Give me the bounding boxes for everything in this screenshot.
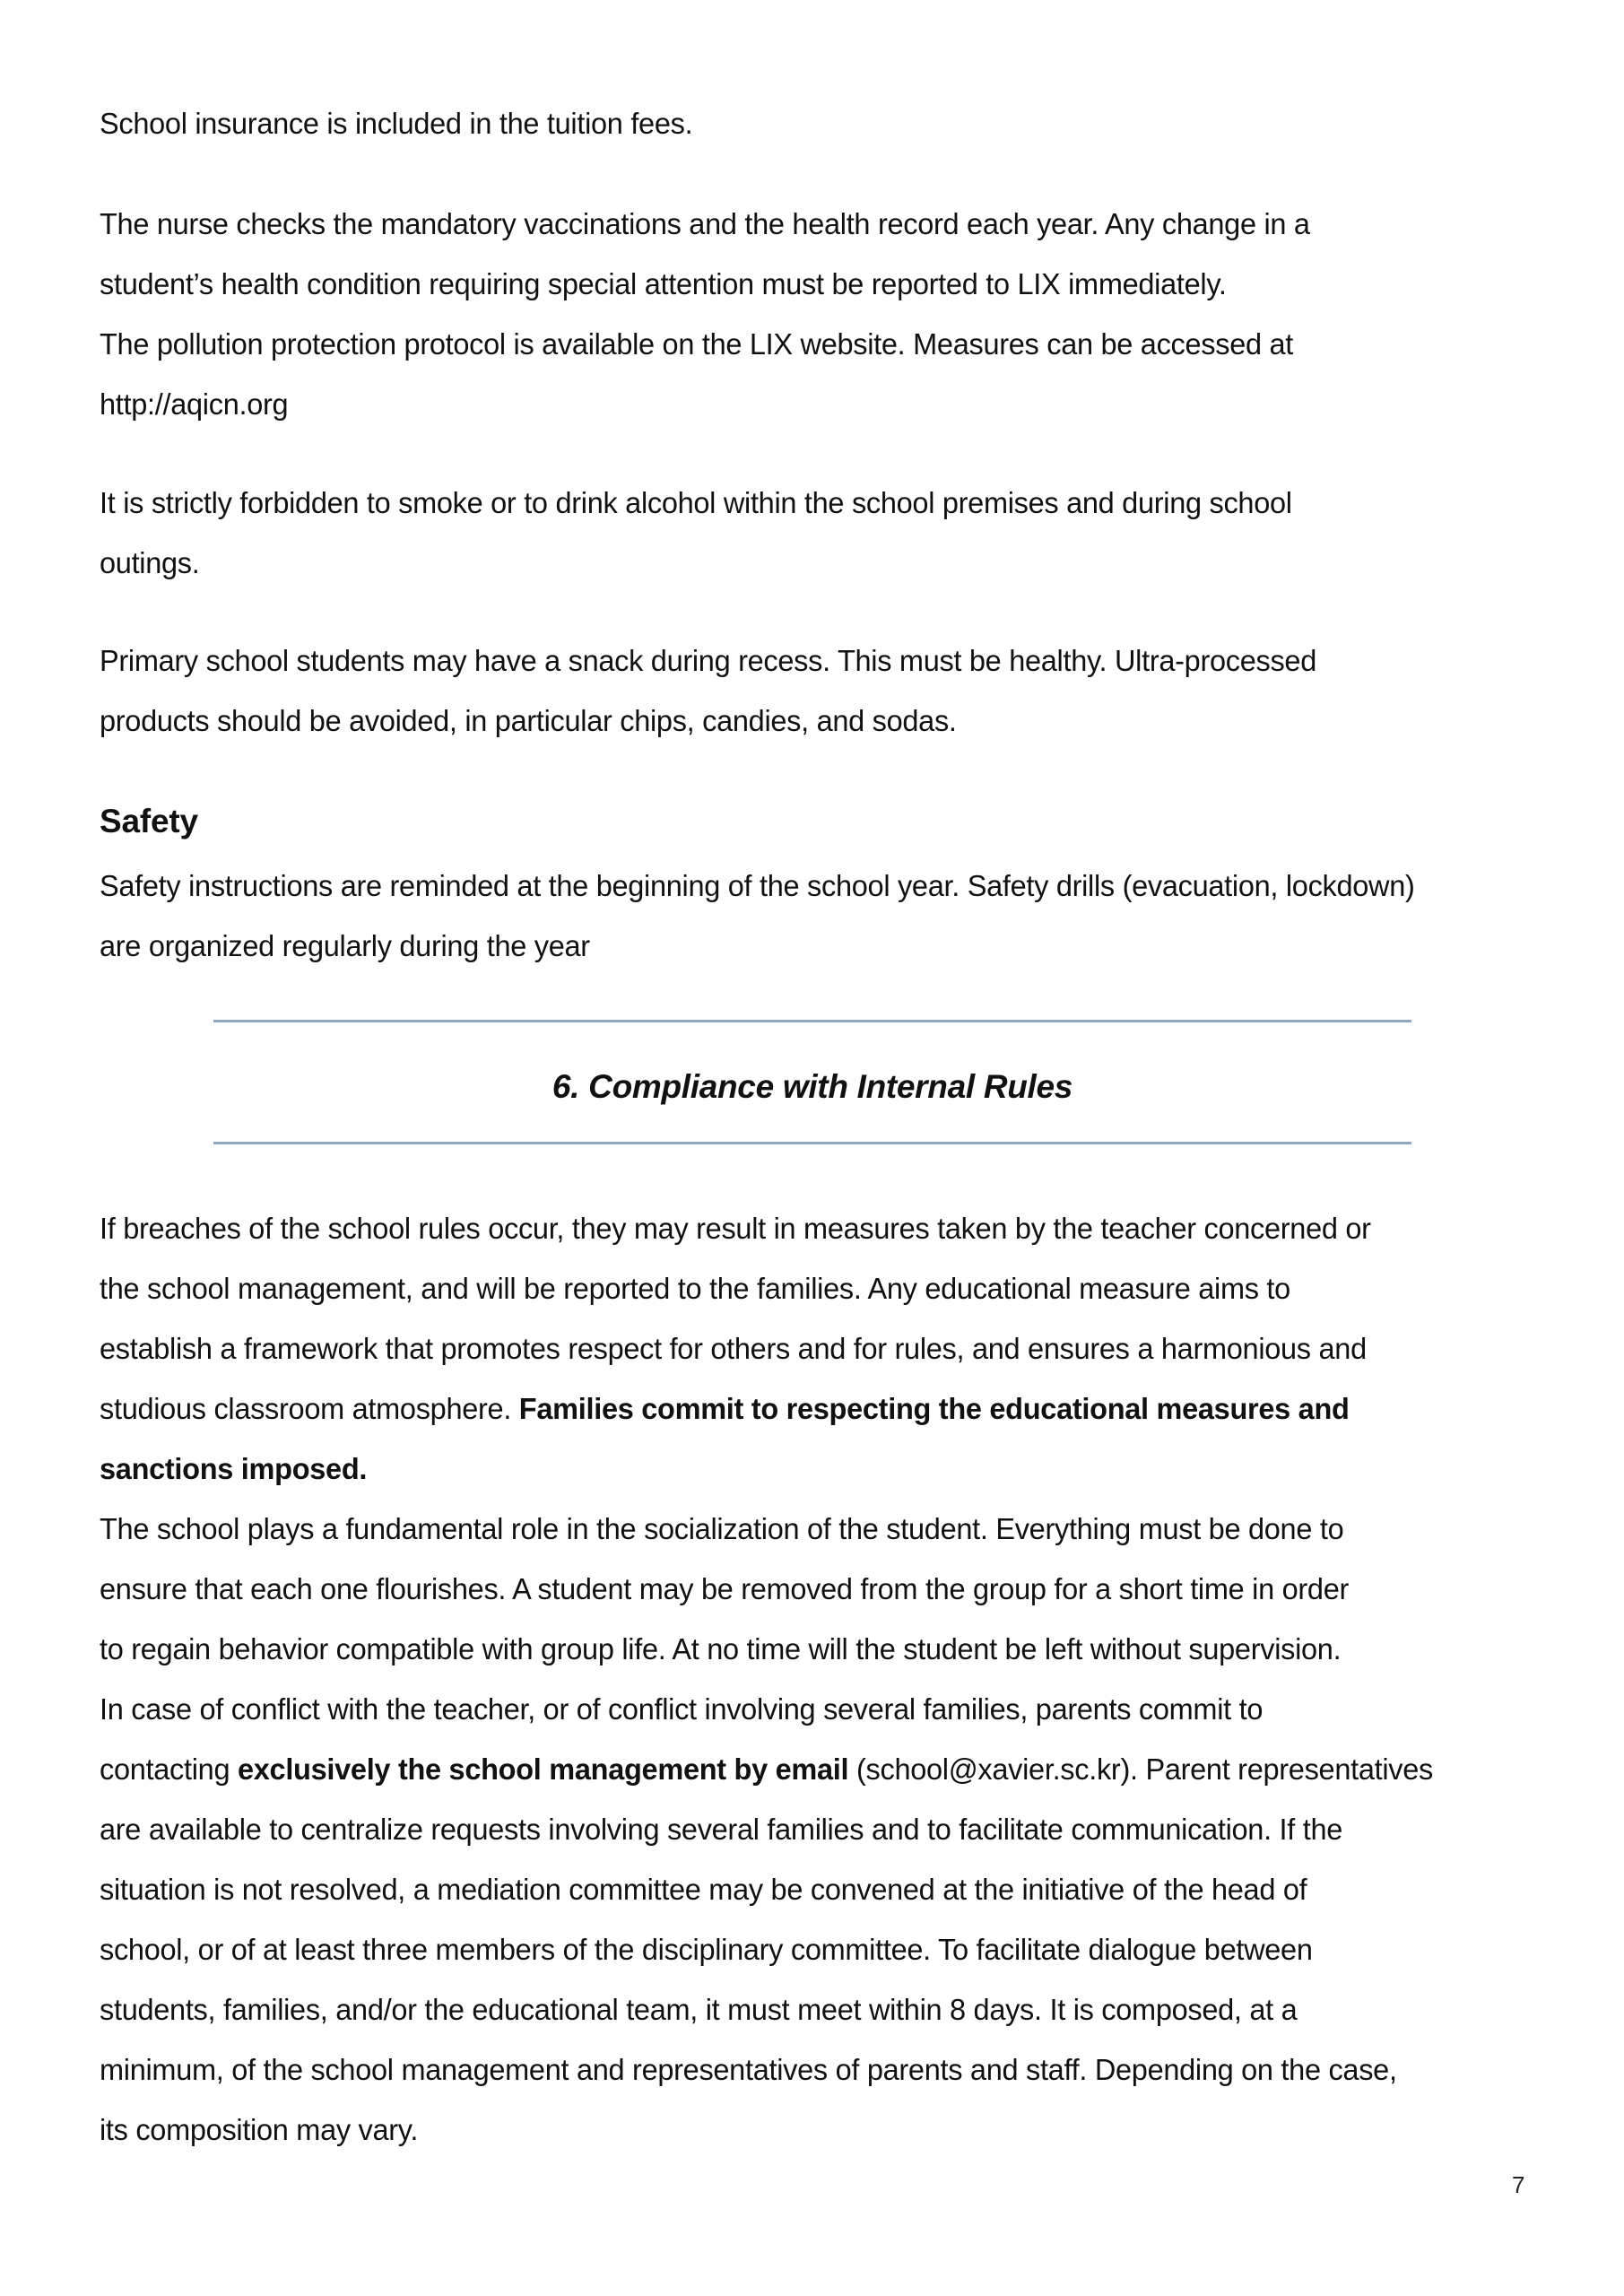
section-divider-bottom [213, 1142, 1411, 1144]
page-number: 7 [1512, 2171, 1525, 2198]
smoking-paragraph-line: outings. [100, 546, 200, 579]
conflict-paragraph-line [100, 1752, 1433, 1787]
contact-emphasis: exclusively the school management by email [237, 1752, 849, 1786]
conflict-paragraph-line: situation is not resolved, a mediation committee may be convened at the initiative of the head of [100, 1873, 1307, 1906]
compliance-paragraph-line: If breaches of the school rules occur, they may result in measures taken by the teacher concerned or [100, 1212, 1371, 1245]
families-commitment-emphasis: Families commit to respecting the educational measures and [518, 1392, 1350, 1425]
section-6-title: 6. Compliance with Internal Rules [551, 1068, 1073, 1105]
socialization-paragraph-line: The school plays a fundamental role in the socialization of the student. Everything must be done to [100, 1512, 1344, 1545]
socialization-paragraph-line: ensure that each one flourishes. A student may be removed from the group for a short time in order [100, 1572, 1350, 1605]
snack-paragraph-line: products should be avoided, in particular chips, candies, and sodas. [100, 704, 957, 737]
conflict-paragraph-line: are available to centralize requests involving several families and to facilitate communication. If the [100, 1813, 1343, 1846]
insurance-paragraph: School insurance is included in the tuition fees. [100, 107, 693, 140]
compliance-paragraph-line: establish a framework that promotes respect for others and for rules, and ensures a harmonious and [100, 1332, 1367, 1365]
compliance-text: studious classroom atmosphere. [100, 1392, 519, 1425]
snack-paragraph-line: Primary school students may have a snack during recess. This must be healthy. Ultra-processed [100, 644, 1317, 677]
contact-prefix: contacting [100, 1752, 238, 1786]
conflict-paragraph-line: minimum, of the school management and representatives of parents and staff. Depending on the case, [100, 2053, 1397, 2086]
compliance-paragraph-line [100, 1391, 1350, 1427]
pollution-paragraph-line: The pollution protection protocol is available on the LIX website. Measures can be accessed at [100, 327, 1294, 361]
smoking-paragraph-line: It is strictly forbidden to smoke or to drink alcohol within the school premises and during school [100, 486, 1292, 519]
contact-email[interactable]: (school@xavier.sc.kr). Parent representatives [848, 1752, 1433, 1786]
conflict-paragraph-line: school, or of at least three members of the disciplinary committee. To facilitate dialogue between [100, 1933, 1313, 1966]
safety-heading: Safety [100, 803, 198, 839]
compliance-paragraph-line: the school management, and will be reported to the families. Any educational measure aims to [100, 1272, 1290, 1305]
conflict-paragraph-line: students, families, and/or the educational team, it must meet within 8 days. It is composed, at a [100, 1993, 1298, 2026]
conflict-paragraph-line: its composition may vary. [100, 2113, 419, 2146]
families-commitment-emphasis: sanctions imposed. [100, 1452, 368, 1485]
safety-paragraph-line: Safety instructions are reminded at the beginning of the school year. Safety drills (evacuation, lockdown) [100, 869, 1415, 902]
conflict-paragraph-line: In case of conflict with the teacher, or of conflict involving several families, parents commit to [100, 1692, 1264, 1726]
nurse-paragraph-line: student’s health condition requiring special attention must be reported to LIX immediately. [100, 267, 1227, 300]
section-divider-top [213, 1020, 1411, 1022]
socialization-paragraph-line: to regain behavior compatible with group life. At no time will the student be left without supervision. [100, 1632, 1342, 1665]
safety-paragraph-line: are organized regularly during the year [100, 929, 590, 962]
aqicn-link[interactable]: http://aqicn.org [100, 387, 289, 421]
nurse-paragraph-line: The nurse checks the mandatory vaccinations and the health record each year. Any change in a [100, 207, 1310, 240]
